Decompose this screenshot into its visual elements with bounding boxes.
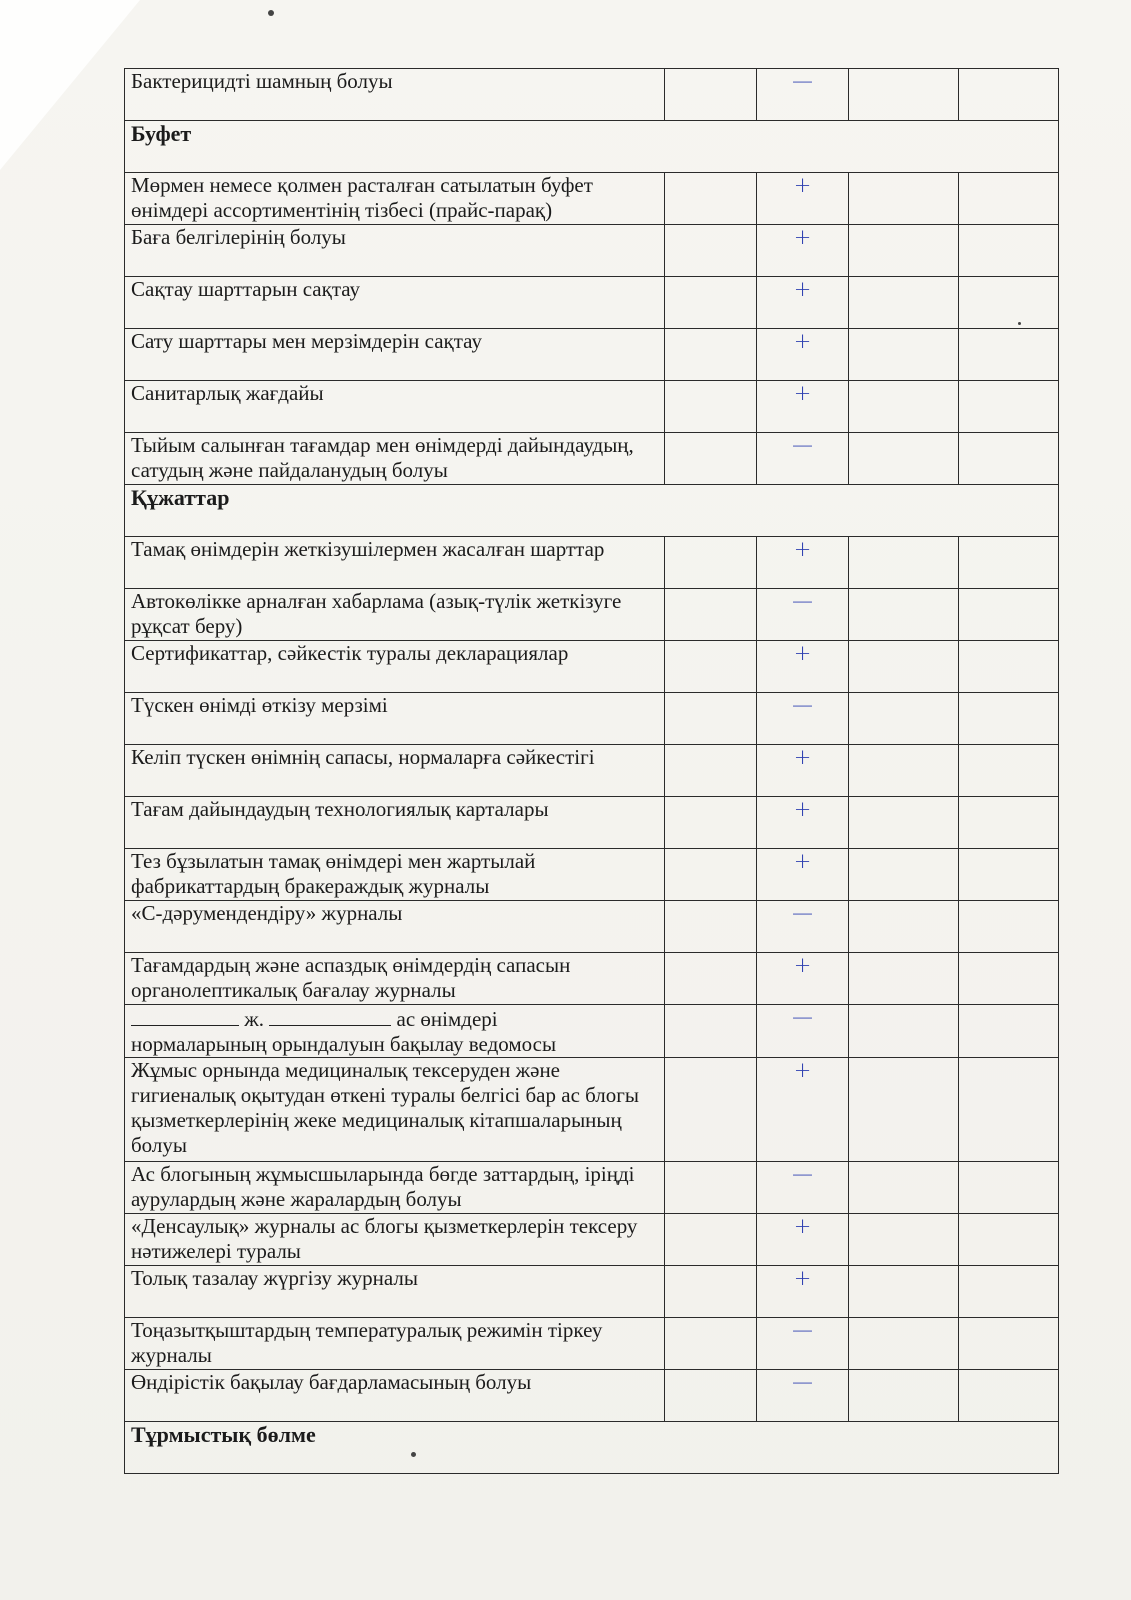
empty-cell	[959, 69, 1059, 121]
empty-cell	[665, 1058, 757, 1162]
empty-cell	[959, 173, 1059, 225]
checklist-row	[125, 1162, 1059, 1214]
item-label	[125, 1005, 665, 1058]
empty-cell	[665, 329, 757, 381]
page-corner-fold	[0, 0, 140, 170]
item-label: Тыйым салынған тағамдар мен өнімдерді дайындаудың, сатудың және пайдаланудың болуы	[125, 433, 665, 485]
empty-cell	[959, 537, 1059, 589]
empty-cell	[665, 381, 757, 433]
empty-cell	[959, 901, 1059, 953]
checklist-row	[125, 225, 1059, 277]
item-label: Келіп түскен өнімнің сапасы, нормаларға сәйкестігі	[125, 745, 665, 797]
item-label: Санитарлық жағдайы	[125, 381, 665, 433]
plus-mark: +	[757, 953, 849, 1005]
minus-mark: —	[757, 1162, 849, 1214]
checklist-row	[125, 1005, 1059, 1058]
minus-mark: —	[757, 433, 849, 485]
checklist-row	[125, 901, 1059, 953]
section-heading: Тұрмыстық бөлме	[125, 1422, 1059, 1474]
plus-mark: +	[757, 849, 849, 901]
section-row	[125, 485, 1059, 537]
empty-cell	[665, 225, 757, 277]
empty-cell	[849, 797, 959, 849]
item-label: Мөрмен немесе қолмен расталған сатылатын буфет өнімдері ассортиментінің тізбесі (прайс-парақ)	[125, 173, 665, 225]
empty-cell	[849, 693, 959, 745]
empty-cell	[959, 381, 1059, 433]
section-row	[125, 121, 1059, 173]
empty-cell	[849, 329, 959, 381]
checklist-row	[125, 953, 1059, 1005]
checklist-row	[125, 277, 1059, 329]
item-label: Автокөлікке арналған хабарлама (азық-түлік жеткізуге рұқсат беру)	[125, 589, 665, 641]
item-label: «Денсаулық» журналы ас блогы қызметкерлерін тексеру нәтижелері туралы	[125, 1214, 665, 1266]
checklist-row	[125, 69, 1059, 121]
empty-cell	[959, 1162, 1059, 1214]
section-row	[125, 1422, 1059, 1474]
item-label: Тоңазытқыштардың температуралық режимін тіркеу журналы	[125, 1318, 665, 1370]
item-label: «С-дәрумендендіру» журналы	[125, 901, 665, 953]
item-label: Сертификаттар, сәйкестік туралы декларациялар	[125, 641, 665, 693]
item-label-part: ас өнімдері	[396, 1007, 498, 1031]
item-label: Сату шарттары мен мерзімдерін сақтау	[125, 329, 665, 381]
empty-cell	[665, 589, 757, 641]
minus-mark: —	[757, 1005, 849, 1058]
plus-mark: +	[757, 537, 849, 589]
empty-cell	[665, 1370, 757, 1422]
empty-cell	[665, 69, 757, 121]
empty-cell	[849, 1005, 959, 1058]
empty-cell	[849, 901, 959, 953]
empty-cell	[849, 1162, 959, 1214]
checklist-row	[125, 589, 1059, 641]
section-heading: Буфет	[125, 121, 1059, 173]
empty-cell	[849, 433, 959, 485]
empty-cell	[665, 693, 757, 745]
empty-cell	[849, 745, 959, 797]
empty-cell	[959, 1318, 1059, 1370]
empty-cell	[665, 641, 757, 693]
plus-mark: +	[757, 1058, 849, 1162]
checklist-row	[125, 329, 1059, 381]
plus-mark: +	[757, 1266, 849, 1318]
empty-cell	[849, 69, 959, 121]
minus-mark: —	[757, 693, 849, 745]
empty-cell	[665, 745, 757, 797]
empty-cell	[959, 1370, 1059, 1422]
minus-mark: —	[757, 901, 849, 953]
minus-mark: —	[757, 1318, 849, 1370]
empty-cell	[959, 1214, 1059, 1266]
empty-cell	[849, 381, 959, 433]
empty-cell	[665, 901, 757, 953]
empty-cell	[849, 1058, 959, 1162]
item-label: Толық тазалау жүргізу журналы	[125, 1266, 665, 1318]
fill-in-blank[interactable]	[131, 1005, 239, 1026]
item-label: Түскен өнімді өткізу мерзімі	[125, 693, 665, 745]
minus-mark: —	[757, 589, 849, 641]
plus-mark: +	[757, 381, 849, 433]
empty-cell	[849, 1370, 959, 1422]
empty-cell	[665, 1266, 757, 1318]
checklist-row	[125, 797, 1059, 849]
plus-mark: +	[757, 277, 849, 329]
checklist-row	[125, 1214, 1059, 1266]
item-label: Тағам дайындаудың технологиялық карталары	[125, 797, 665, 849]
empty-cell	[665, 173, 757, 225]
empty-cell	[959, 589, 1059, 641]
empty-cell	[959, 225, 1059, 277]
empty-cell	[959, 745, 1059, 797]
plus-mark: +	[757, 329, 849, 381]
empty-cell	[849, 173, 959, 225]
empty-cell	[665, 433, 757, 485]
empty-cell	[959, 641, 1059, 693]
empty-cell	[959, 797, 1059, 849]
empty-cell	[959, 693, 1059, 745]
checklist-row	[125, 849, 1059, 901]
plus-mark: +	[757, 745, 849, 797]
empty-cell	[959, 1058, 1059, 1162]
empty-cell	[849, 589, 959, 641]
minus-mark: —	[757, 69, 849, 121]
item-label: Тағамдардың және аспаздық өнімдердің сапасын органолептикалық бағалау журналы	[125, 953, 665, 1005]
minus-mark: —	[757, 1370, 849, 1422]
empty-cell	[959, 1266, 1059, 1318]
empty-cell	[849, 1318, 959, 1370]
item-label: Тамақ өнімдерін жеткізушілермен жасалған шарттар	[125, 537, 665, 589]
item-label: Баға белгілерінің болуы	[125, 225, 665, 277]
empty-cell	[849, 641, 959, 693]
checklist-row	[125, 1318, 1059, 1370]
item-label: Бактерицидті шамның болуы	[125, 69, 665, 121]
empty-cell	[665, 1005, 757, 1058]
empty-cell	[849, 277, 959, 329]
plus-mark: +	[757, 173, 849, 225]
checklist-row	[125, 1370, 1059, 1422]
checklist-row	[125, 1058, 1059, 1162]
plus-mark: +	[757, 225, 849, 277]
plus-mark: +	[757, 797, 849, 849]
empty-cell	[665, 953, 757, 1005]
empty-cell	[665, 277, 757, 329]
empty-cell	[849, 849, 959, 901]
empty-cell	[959, 849, 1059, 901]
empty-cell	[849, 953, 959, 1005]
checklist-row	[125, 537, 1059, 589]
empty-cell	[665, 1318, 757, 1370]
checklist-row	[125, 433, 1059, 485]
empty-cell	[665, 797, 757, 849]
checklist-row	[125, 381, 1059, 433]
item-label: Тез бұзылатын тамақ өнімдері мен жартылай фабрикаттардың бракераждық журналы	[125, 849, 665, 901]
empty-cell	[959, 953, 1059, 1005]
scan-speck	[268, 10, 274, 16]
fill-in-blank[interactable]	[269, 1005, 391, 1026]
checklist-row	[125, 1266, 1059, 1318]
empty-cell	[665, 1214, 757, 1266]
empty-cell	[959, 1005, 1059, 1058]
empty-cell	[849, 225, 959, 277]
section-heading: Құжаттар	[125, 485, 1059, 537]
checklist-body	[125, 69, 1059, 1474]
empty-cell	[959, 433, 1059, 485]
item-label: Сақтау шарттарын сақтау	[125, 277, 665, 329]
checklist-row	[125, 641, 1059, 693]
plus-mark: +	[757, 641, 849, 693]
empty-cell	[959, 329, 1059, 381]
empty-cell	[665, 537, 757, 589]
scan-speck	[411, 1452, 416, 1457]
item-label-part: нормаларының орындалуын бақылау ведомосы	[131, 1032, 557, 1056]
item-label: Ас блогының жұмысшыларында бөгде заттардың, іріңді аурулардың және жаралардың болуы	[125, 1162, 665, 1214]
empty-cell	[849, 1266, 959, 1318]
empty-cell	[959, 277, 1059, 329]
empty-cell	[665, 849, 757, 901]
item-label-part: ж.	[244, 1007, 265, 1031]
checklist-row	[125, 693, 1059, 745]
scan-speck	[1018, 322, 1021, 325]
checklist-row	[125, 173, 1059, 225]
empty-cell	[665, 1162, 757, 1214]
checklist-row	[125, 745, 1059, 797]
empty-cell	[849, 537, 959, 589]
inspection-checklist-table	[124, 68, 1059, 1474]
plus-mark: +	[757, 1214, 849, 1266]
empty-cell	[849, 1214, 959, 1266]
item-label: Жұмыс орнында медициналық тексеруден және гигиеналық оқытудан өткені туралы белгісі бар ас блогы қызметкерлерінің жеке медициналық кітапшаларының болуы	[125, 1058, 665, 1162]
item-label: Өндірістік бақылау бағдарламасының болуы	[125, 1370, 665, 1422]
